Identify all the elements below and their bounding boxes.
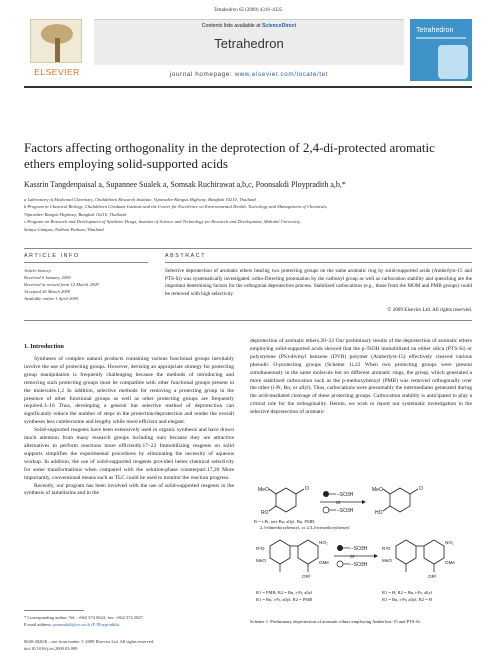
- svg-text:RO: RO: [261, 510, 269, 516]
- introduction-heading: 1. Introduction: [24, 343, 64, 350]
- abstract-bottom-rule: [24, 320, 472, 321]
- title-line-1: Factors affecting orthogonality in the deprotection of 2,4-di-protected aromatic: [24, 140, 435, 155]
- elsevier-logo[interactable]: [24, 19, 90, 81]
- bicyclic-substrate: [270, 540, 318, 572]
- sciencedirect-link[interactable]: ScienceDirect: [261, 23, 297, 29]
- journal-title: Tetrahedron: [214, 36, 284, 51]
- cover-art-icon: [438, 45, 468, 79]
- homepage-prefix: journal homepage:: [169, 71, 235, 78]
- title-line-2: ethers employing solid-supported acids: [24, 156, 228, 171]
- corresponding-author-footnote: [24, 614, 234, 628]
- bicyclic-product: [396, 540, 444, 572]
- masthead-rule: [24, 86, 472, 88]
- reagent-label-2: –SO3H: [337, 508, 354, 514]
- or-label-1: or: [336, 500, 341, 506]
- tree-logo-icon: [30, 19, 82, 63]
- r-left-label-1: R1 = PMB; R2 = Bn, i-Pr, allyl: [256, 590, 313, 595]
- resin-bead-icon-2: [337, 545, 343, 551]
- journal-homepage: [94, 71, 404, 78]
- journal-masthead: [24, 19, 472, 81]
- svg-text:MeO: MeO: [258, 487, 269, 493]
- abstract-copyright: © 2009 Elsevier Ltd. All rights reserved.: [387, 307, 472, 313]
- intro-paragraph-1: Syntheses of complex natural products containing various functional groups inevitably involve the use of protecting groups. However, devising an appropriate strategy for protecting group manipulation is frequently challenging because the methods of introducing and removing such protecting groups must be compatible with other functional groups present in the molecules.1,2 In addition, selective methods for removing a protecting group in the presence of other functional groups as well as other protecting groups are frequently required.3–16 Thus, developing a general but selective method of deprotection can significantly reduce the number of steps in the protection/deprotection and render the overall syntheses less cumbersome and lengthy while more efficient and elegant.: [24, 356, 234, 426]
- journal-cover-image[interactable]: [410, 19, 472, 81]
- product-ring: [383, 488, 418, 512]
- email-label: E-mail address:: [24, 622, 54, 627]
- cover-title: Tetrahedron: [416, 27, 454, 34]
- svg-text:HO: HO: [375, 510, 383, 516]
- footnote-rule: [24, 610, 84, 611]
- author-list: Kassrin Tangdenpaisal a, Supannee Sualek a, Somsak Ruchirawat a,b,c, Poonsakdi Ploypradith a,b,*: [24, 180, 346, 189]
- reagent-label-4: –SO3H: [351, 562, 368, 568]
- article-info-heading: ARTICLE INFO: [24, 253, 80, 259]
- r-group-label-1: R = i-Pr, tert-Bu, allyl, Bn, PMB,: [254, 519, 316, 524]
- contents-prefix: Contents lists available at: [201, 23, 262, 29]
- abstract-text: Selective deprotection of aromatic ethers bearing two protecting groups on the same aromatic ring by solid-supported acids (Amberlyst-15 and PTS-Si) was systematically investigated. ortho-Directing protonation by the carbonyl group as well as carbocation stability and quenching are the important determining factors for the orthogonal deprotection process. Stabilized carbocations (e.g., those from the MOM and PMB groups) could be removed with high selectivity.: [165, 268, 472, 297]
- svg-text:R¹O: R¹O: [256, 546, 265, 551]
- publisher-name: ELSEVIER: [34, 67, 80, 77]
- r-right-label-2: R1 = Bn, i-Pr, allyl; R2 = H: [382, 597, 433, 602]
- svg-text:MeO: MeO: [382, 558, 392, 563]
- svg-text:OR²: OR²: [428, 574, 437, 579]
- svg-text:OMe: OMe: [319, 560, 329, 565]
- affiliation-a: a Laboratory of Medicinal Chemistry, Chulabhorn Research Institute, Vipavadee-Rangsit Highway, Bangkok 10210, Thailand: [24, 197, 256, 202]
- issn-line: 0040-4020/$ – see front matter © 2009 Elsevier Ltd. All rights reserved.: [24, 639, 155, 644]
- history-accepted: Accepted 26 March 2009: [24, 289, 71, 294]
- affiliation-c: c Program on Research and Development of Synthetic Drugs, Institute of Science and Technology for Research and Development, Mahidol University,: [24, 219, 301, 225]
- homepage-url-link[interactable]: www.elsevier.com/locate/tet: [234, 71, 329, 78]
- substrate-ring: [269, 488, 304, 512]
- history-revised: Received in revised form 12 March 2009: [24, 282, 99, 287]
- email-link[interactable]: poonsakdi@cri.or.th (P. Ploypradith).: [53, 622, 121, 627]
- affiliation-b: b Program in Chemical Biology, Chulabhorn Graduate Institute and the Center for Excellence on Environmental Health, Toxicology and Management of Chemicals,: [24, 204, 328, 210]
- svg-text:NO₂: NO₂: [445, 540, 454, 545]
- reagent-label-1: –SO3H: [337, 492, 354, 498]
- issn-block: [24, 638, 234, 652]
- affiliation-b-cont: Vipavadee-Rangsit Highway, Bangkok 10210, Thailand: [24, 211, 126, 217]
- affiliation-c-cont: Salaya Campus, Nakhon Pathom, Thailand: [24, 226, 104, 232]
- svg-text:OMe: OMe: [445, 560, 455, 565]
- contents-line: [94, 23, 404, 29]
- svg-text:NO₂: NO₂: [319, 540, 328, 545]
- silica-bead-icon-2: [337, 561, 343, 567]
- history-received: Received 6 January 2009: [24, 275, 71, 280]
- left-column: [24, 356, 234, 498]
- reagent-label-3: –SO3H: [351, 546, 368, 552]
- intro-paragraph-3: Recently, our program has been involved with the use of solid-supported reagents in the synthesis of lamellarins and in the: [24, 482, 234, 497]
- history-label: Article history:: [24, 268, 52, 273]
- or-label-2: or: [350, 554, 355, 560]
- article-title: [24, 140, 472, 172]
- history-online: Available online 1 April 2009: [24, 296, 79, 301]
- footnote-contact: * Corresponding author. Tel.: +662 574 0622; fax: +662 574 2027.: [24, 615, 145, 620]
- r-group-label-2: 2,3-dimethoxybenzyl, or 2,3,4-trimethoxybenzyl: [260, 525, 350, 530]
- contents-banner: [94, 19, 404, 65]
- svg-text:MeO: MeO: [372, 487, 383, 493]
- r-right-label-1: R1 = H; R2 = Bn, i-Pr, allyl: [382, 590, 433, 595]
- resin-bead-icon: [323, 491, 329, 497]
- abstract-heading: ABSTRACT: [165, 253, 207, 259]
- scheme-caption: Scheme 1. Preliminary deprotection of aromatic ethers employing Amberlyst-15 and PTS-Si.: [250, 619, 421, 624]
- info-top-rule: [24, 248, 472, 249]
- article-history: [24, 267, 148, 302]
- svg-text:O: O: [419, 486, 423, 492]
- svg-text:OR²: OR²: [302, 574, 311, 579]
- info-sub-rule: [24, 262, 148, 263]
- right-column: [250, 338, 472, 417]
- doi-link[interactable]: doi:10.1016/j.tet.2009.03.089: [24, 646, 78, 651]
- svg-text:MeO: MeO: [256, 558, 266, 563]
- intro-right-paragraph: deprotection of aromatic ethers.20–22 Our preliminary results of the deprotection of aromatic ethers employing solid-supported acids showed that the p-TsOH immobilized on either silica (PTS-Si) or polystyrene (PS)-divinyl benzene (DVB) polymer (Amberlyst-15) effectively cleaved various phenolic O-protecting groups (Scheme 1).22 When two protecting groups were present simultaneously in the same molecule but on different aromatic rings, the group, which generated a more stabilized carbocation such as the p-methoxybenzyl (PMB) was removed orthogonally over the other (i-Pr, Bn, or allyl). Thus, carbocations were presumably the intermediates generated during the acid-mediated cleavage of these protecting groups. Carbocation stability is anticipated to play a critical role for the orthogonality. Herein, we wish to report our systematic investigation in the selective deprotection of aromatic: [250, 338, 472, 416]
- affiliations: [24, 196, 472, 233]
- scheme-1-figure[interactable]: [250, 484, 472, 614]
- journal-citation: Tetrahedron 65 (2009) 4316–4325: [213, 8, 283, 13]
- r-left-label-2: R1 = Bn, i-Pr, allyl; R2 = PMB: [256, 597, 313, 602]
- svg-text:O: O: [305, 486, 309, 492]
- svg-text:R¹O: R¹O: [382, 546, 391, 551]
- intro-paragraph-2: Solid-supported reagents have been extensively used in organic synthesis and have drawn much attention from many research groups including ours because they are attractive alternatives to perform reactions more efficiently.17–22 Immobilizing reagents on solid supports simplifies the experimental procedures by eliminating the necessity of aqueous workup. In addition, the use of solid-supported reagents provided better chemical selectivity for some transformations when compared with the solution-phase counterpart.17,20 More importantly, conventional means such as TLC could be used to monitor the reaction progress.: [24, 427, 234, 481]
- abstract-sub-rule: [165, 262, 472, 263]
- silica-bead-icon: [323, 507, 329, 513]
